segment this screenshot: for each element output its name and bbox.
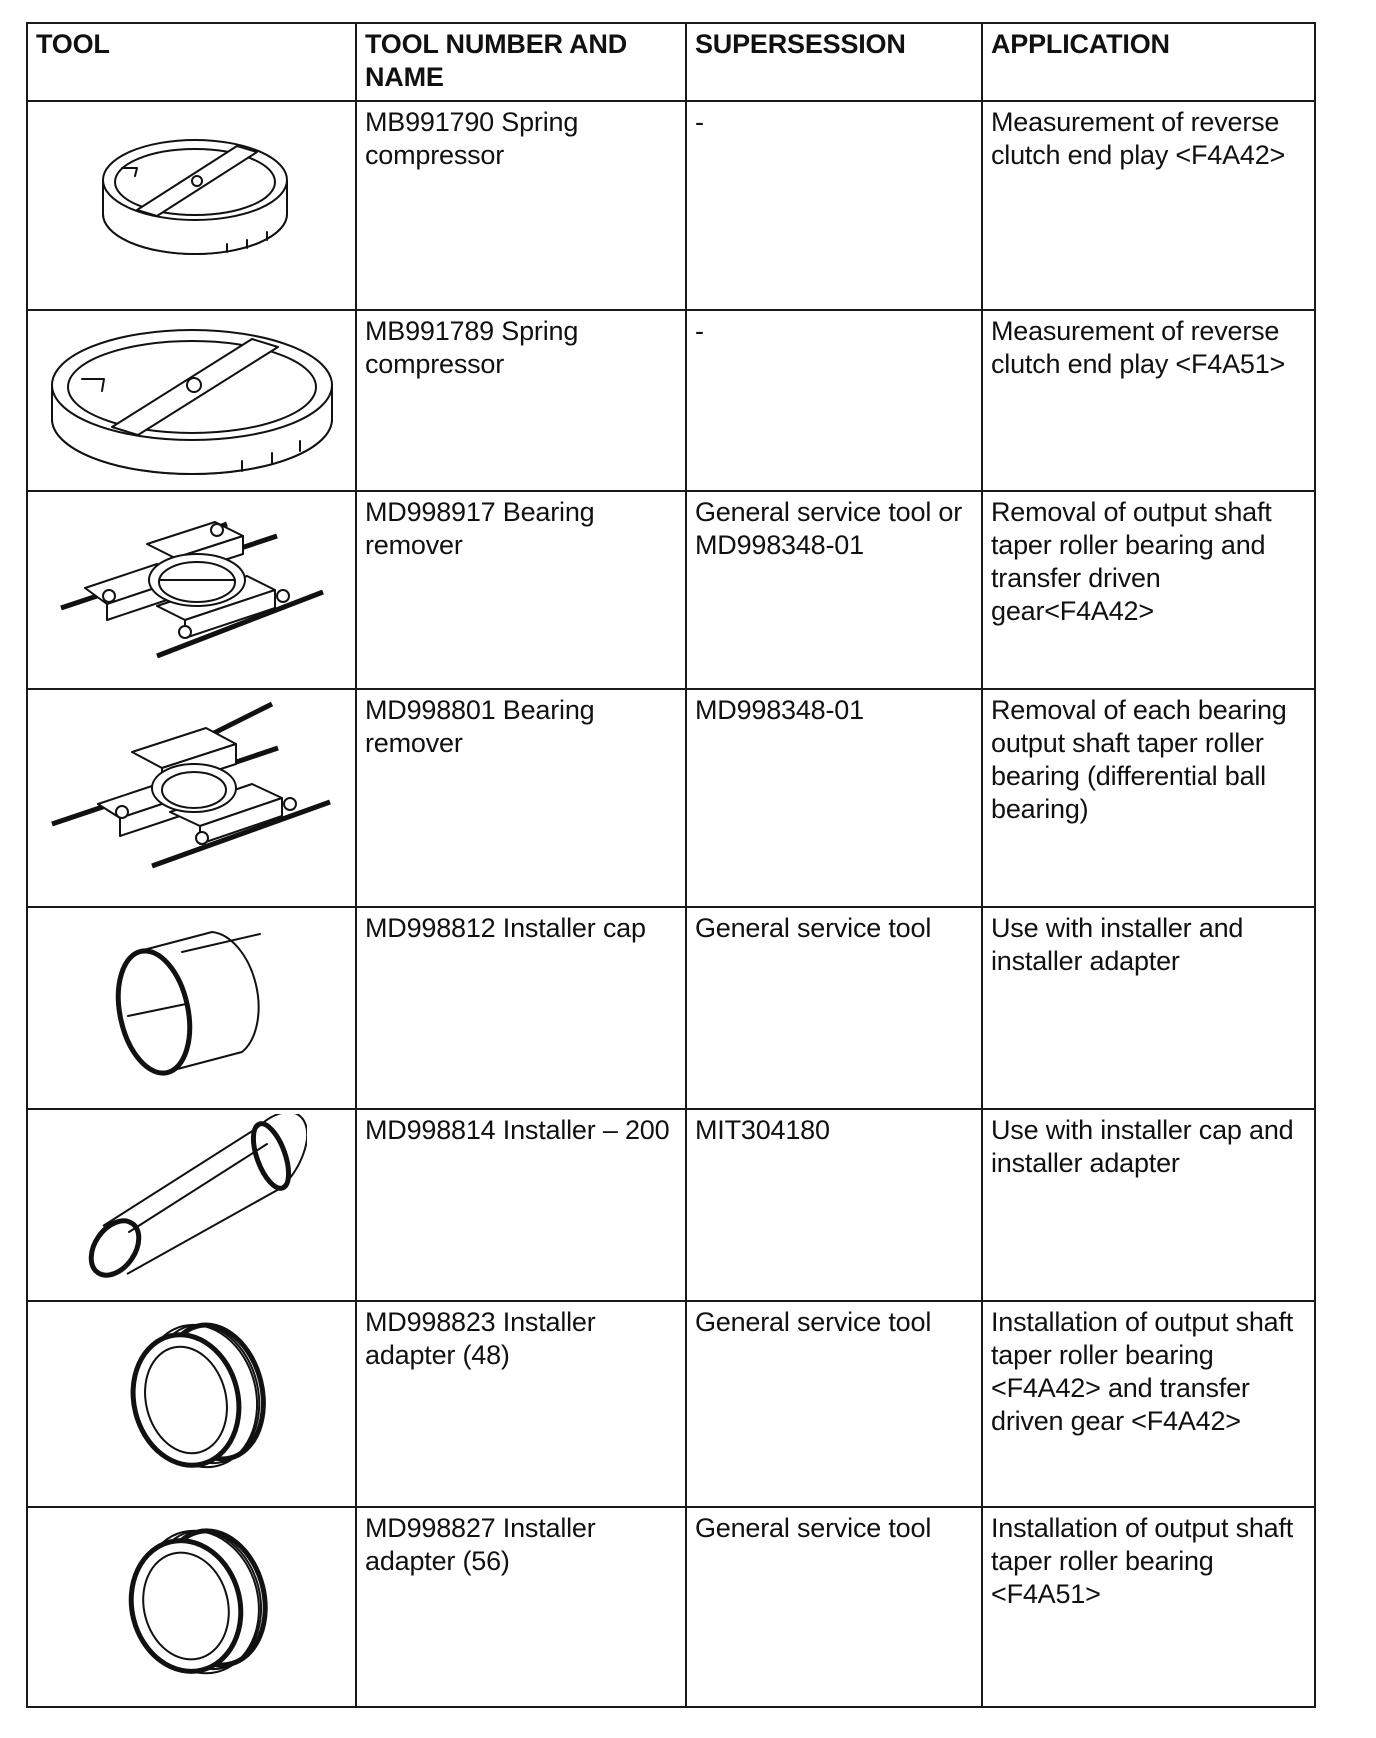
tool-image-cell: [27, 907, 356, 1109]
table-row: [27, 907, 1315, 1109]
header-tool-number-and-name: TOOL NUMBER AND NAME: [356, 23, 686, 101]
supersession: General service tool or MD998348-01: [686, 491, 982, 689]
application: Use with installer cap and installer adapter: [982, 1109, 1315, 1301]
tool-number-name: MB991789 Spring compressor: [356, 310, 686, 491]
tool-image-cell: [27, 1507, 356, 1707]
installer-adapter-icon: [102, 1306, 282, 1486]
application: Installation of output shaft taper roller bearing <F4A42> and transfer driven gear <F4A42>: [982, 1301, 1315, 1507]
header-supersession: SUPERSESSION: [686, 23, 982, 101]
supersession: MD998348-01: [686, 689, 982, 907]
application: Measurement of reverse clutch end play <F4A42>: [982, 101, 1315, 310]
table-row: [27, 310, 1315, 491]
tool-number-name: MB991790 Spring compressor: [356, 101, 686, 310]
installer-adapter-icon: [102, 1512, 282, 1692]
application: Installation of output shaft taper roller bearing <F4A51>: [982, 1507, 1315, 1707]
tool-image-cell: [27, 1301, 356, 1507]
application: Use with installer and installer adapter: [982, 907, 1315, 1109]
header-row: [27, 23, 1315, 101]
bearing-remover-icon: [47, 496, 337, 666]
tool-image-cell: [27, 1109, 356, 1301]
tool-image-cell: [27, 310, 356, 491]
spring-compressor-icon: [42, 315, 342, 485]
tool-number-name: MD998917 Bearing remover: [356, 491, 686, 689]
table-row: [27, 1507, 1315, 1707]
tool-image-cell: [27, 101, 356, 310]
supersession: General service tool: [686, 907, 982, 1109]
spring-compressor-icon: [77, 106, 307, 276]
tool-image-cell: [27, 491, 356, 689]
tool-number-name: MD998827 Installer adapter (56): [356, 1507, 686, 1707]
installer-tube-icon: [77, 1114, 307, 1284]
application: Measurement of reverse clutch end play <F4A51>: [982, 310, 1315, 491]
table-row: [27, 101, 1315, 310]
tool-number-name: MD998814 Installer – 200: [356, 1109, 686, 1301]
tool-number-name: MD998812 Installer cap: [356, 907, 686, 1109]
header-application: APPLICATION: [982, 23, 1315, 101]
header-tool: TOOL: [27, 23, 356, 101]
application: Removal of each bearing output shaft taper roller bearing (differential ball bearing): [982, 689, 1315, 907]
table-row: [27, 1109, 1315, 1301]
special-tools-table: [26, 22, 1316, 1708]
tool-number-name: MD998801 Bearing remover: [356, 689, 686, 907]
supersession: MIT304180: [686, 1109, 982, 1301]
tool-number-name: MD998823 Installer adapter (48): [356, 1301, 686, 1507]
table-row: [27, 1301, 1315, 1507]
supersession: -: [686, 101, 982, 310]
table-row: [27, 689, 1315, 907]
tool-image-cell: [27, 689, 356, 907]
application: Removal of output shaft taper roller bearing and transfer driven gear<F4A42>: [982, 491, 1315, 689]
supersession: General service tool: [686, 1301, 982, 1507]
installer-cap-icon: [92, 912, 292, 1082]
bearing-remover-icon: [42, 694, 342, 874]
supersession: General service tool: [686, 1507, 982, 1707]
supersession: -: [686, 310, 982, 491]
table-row: [27, 491, 1315, 689]
